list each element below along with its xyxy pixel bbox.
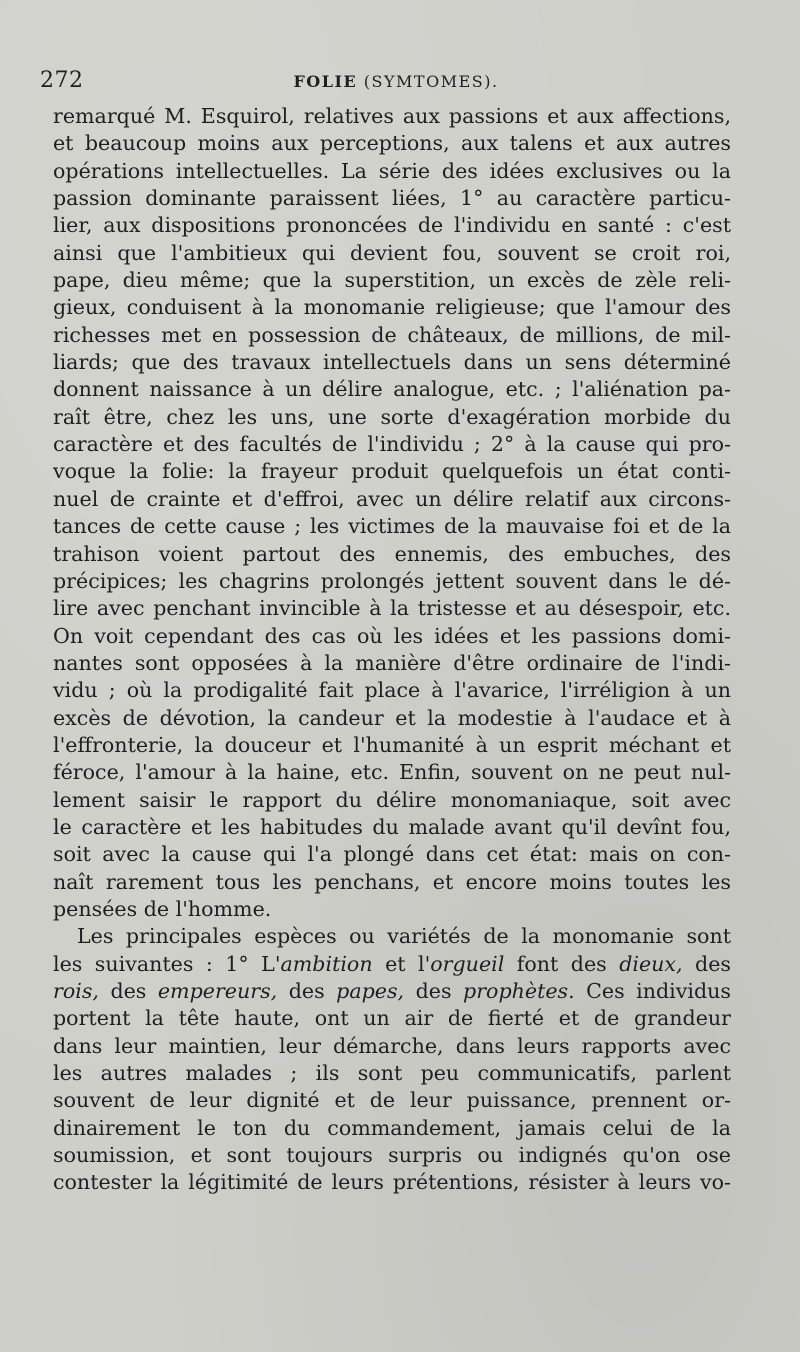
italic-term: papes, bbox=[336, 979, 405, 1003]
italic-term: dieux, bbox=[619, 951, 683, 976]
text-line: souvent de leur dignité et de leur puissance, prennent or- bbox=[53, 1088, 731, 1113]
text-line: dinairement le ton du commandement, jamais celui de la bbox=[53, 1115, 731, 1140]
text-run: et l' bbox=[372, 951, 431, 976]
text-line: lier, aux dispositions prononcées de l'individu en santé : c'est bbox=[53, 213, 731, 238]
text-run: Ces individus bbox=[574, 979, 731, 1003]
text-run: les suivantes : 1° L' bbox=[53, 951, 281, 976]
text-line: et beaucoup moins aux perceptions, aux talens et aux autres bbox=[53, 131, 731, 156]
text-line: féroce, l'amour à la haine, etc. Enfin, souvent on ne peut nul- bbox=[53, 760, 731, 785]
italic-term: ambition bbox=[280, 951, 373, 976]
text-line: portent la tête haute, ont un air de fierté et de grandeur bbox=[53, 1006, 731, 1031]
text-line: soit avec la cause qui l'a plongé dans cet état: mais on con- bbox=[53, 842, 731, 867]
text-line: les autres malades ; ils sont peu communicatifs, parlent bbox=[53, 1061, 731, 1086]
text-line: le caractère et les habitudes du malade avant qu'il devînt fou, bbox=[53, 814, 731, 839]
text-line: nuel de crainte et d'effroi, avec un délire relatif aux circons- bbox=[53, 486, 731, 511]
text-line bbox=[53, 978, 731, 1005]
italic-term: prophètes. bbox=[463, 979, 575, 1003]
text-line: remarqué M. Esquirol, relatives aux passions et aux affections, bbox=[53, 104, 731, 128]
text-run: font des bbox=[504, 951, 620, 976]
text-line: vidu ; où la prodigalité fait place à l'avarice, l'irréligion à un bbox=[53, 678, 731, 703]
text-line: soumission, et sont toujours surpris ou indignés qu'on ose bbox=[53, 1143, 731, 1168]
text-line: Les principales espèces ou variétés de la monomanie sont bbox=[77, 924, 731, 949]
running-head-subtitle: (SYMTOMES). bbox=[363, 72, 499, 91]
running-head-title: FOLIE bbox=[293, 72, 358, 91]
text-line: richesses met en possession de châteaux, de millions, de mil- bbox=[53, 322, 731, 347]
text-line: excès de dévotion, la candeur et la modestie à l'audace et à bbox=[53, 705, 731, 730]
text-line: passion dominante paraissent liées, 1° au caractère particu- bbox=[53, 186, 731, 211]
paragraph-2 bbox=[53, 923, 731, 1196]
text-line: lire avec penchant invincible à la tristesse et au désespoir, etc. bbox=[53, 596, 731, 621]
text-run: des bbox=[682, 951, 731, 976]
page-number: 272 bbox=[40, 68, 84, 93]
text-line: trahison voient partout des ennemis, des embuches, des bbox=[53, 541, 731, 566]
text-line: pape, dieu même; que la superstition, un excès de zèle reli- bbox=[53, 268, 731, 293]
paragraph-1 bbox=[53, 103, 731, 923]
body-text bbox=[53, 103, 731, 1197]
text-line: nantes sont opposées à la manière d'être ordinaire de l'indi- bbox=[53, 650, 731, 675]
running-head bbox=[40, 72, 752, 91]
italic-term: orgueil bbox=[430, 951, 505, 976]
text-line: naît rarement tous les penchans, et encore moins toutes les bbox=[53, 869, 731, 894]
text-line: On voit cependant des cas où les idées et les passions domi- bbox=[53, 623, 731, 648]
text-line: liards; que des travaux intellectuels dans un sens déterminé bbox=[53, 350, 731, 375]
text-run: des bbox=[277, 979, 337, 1003]
text-run: des bbox=[98, 979, 158, 1003]
page-header bbox=[40, 68, 752, 98]
text-line: pensées de l'homme. bbox=[53, 896, 272, 921]
text-line: raît être, chez les uns, une sorte d'exagération morbide du bbox=[53, 404, 731, 429]
text-run: des bbox=[404, 979, 464, 1003]
italic-term: rois, bbox=[53, 979, 99, 1003]
text-line: dans leur maintien, leur démarche, dans leurs rapports avec bbox=[53, 1033, 731, 1058]
text-line: l'effronterie, la douceur et l'humanité à un esprit méchant et bbox=[53, 732, 731, 757]
text-line: tances de cette cause ; les victimes de la mauvaise foi et de la bbox=[53, 514, 731, 539]
text-line: opérations intellectuelles. La série des idées exclusives ou la bbox=[53, 158, 731, 183]
text-line: gieux, conduisent à la monomanie religieuse; que l'amour des bbox=[53, 295, 731, 320]
text-line bbox=[53, 951, 731, 978]
italic-term: empereurs, bbox=[157, 979, 278, 1003]
text-line: précipices; les chagrins prolongés jettent souvent dans le dé- bbox=[53, 568, 731, 593]
text-line: lement saisir le rapport du délire monomaniaque, soit avec bbox=[53, 787, 731, 812]
text-line: voque la folie: la frayeur produit quelquefois un état conti- bbox=[53, 459, 731, 484]
text-line: caractère et des facultés de l'individu ; 2° à la cause qui pro- bbox=[53, 432, 731, 457]
text-line: contester la légitimité de leurs prétentions, résister à leurs vo- bbox=[53, 1170, 731, 1195]
text-line: ainsi que l'ambitieux qui devient fou, souvent se croit roi, bbox=[53, 240, 731, 265]
text-line: donnent naissance à un délire analogue, etc. ; l'aliénation pa- bbox=[53, 377, 731, 402]
